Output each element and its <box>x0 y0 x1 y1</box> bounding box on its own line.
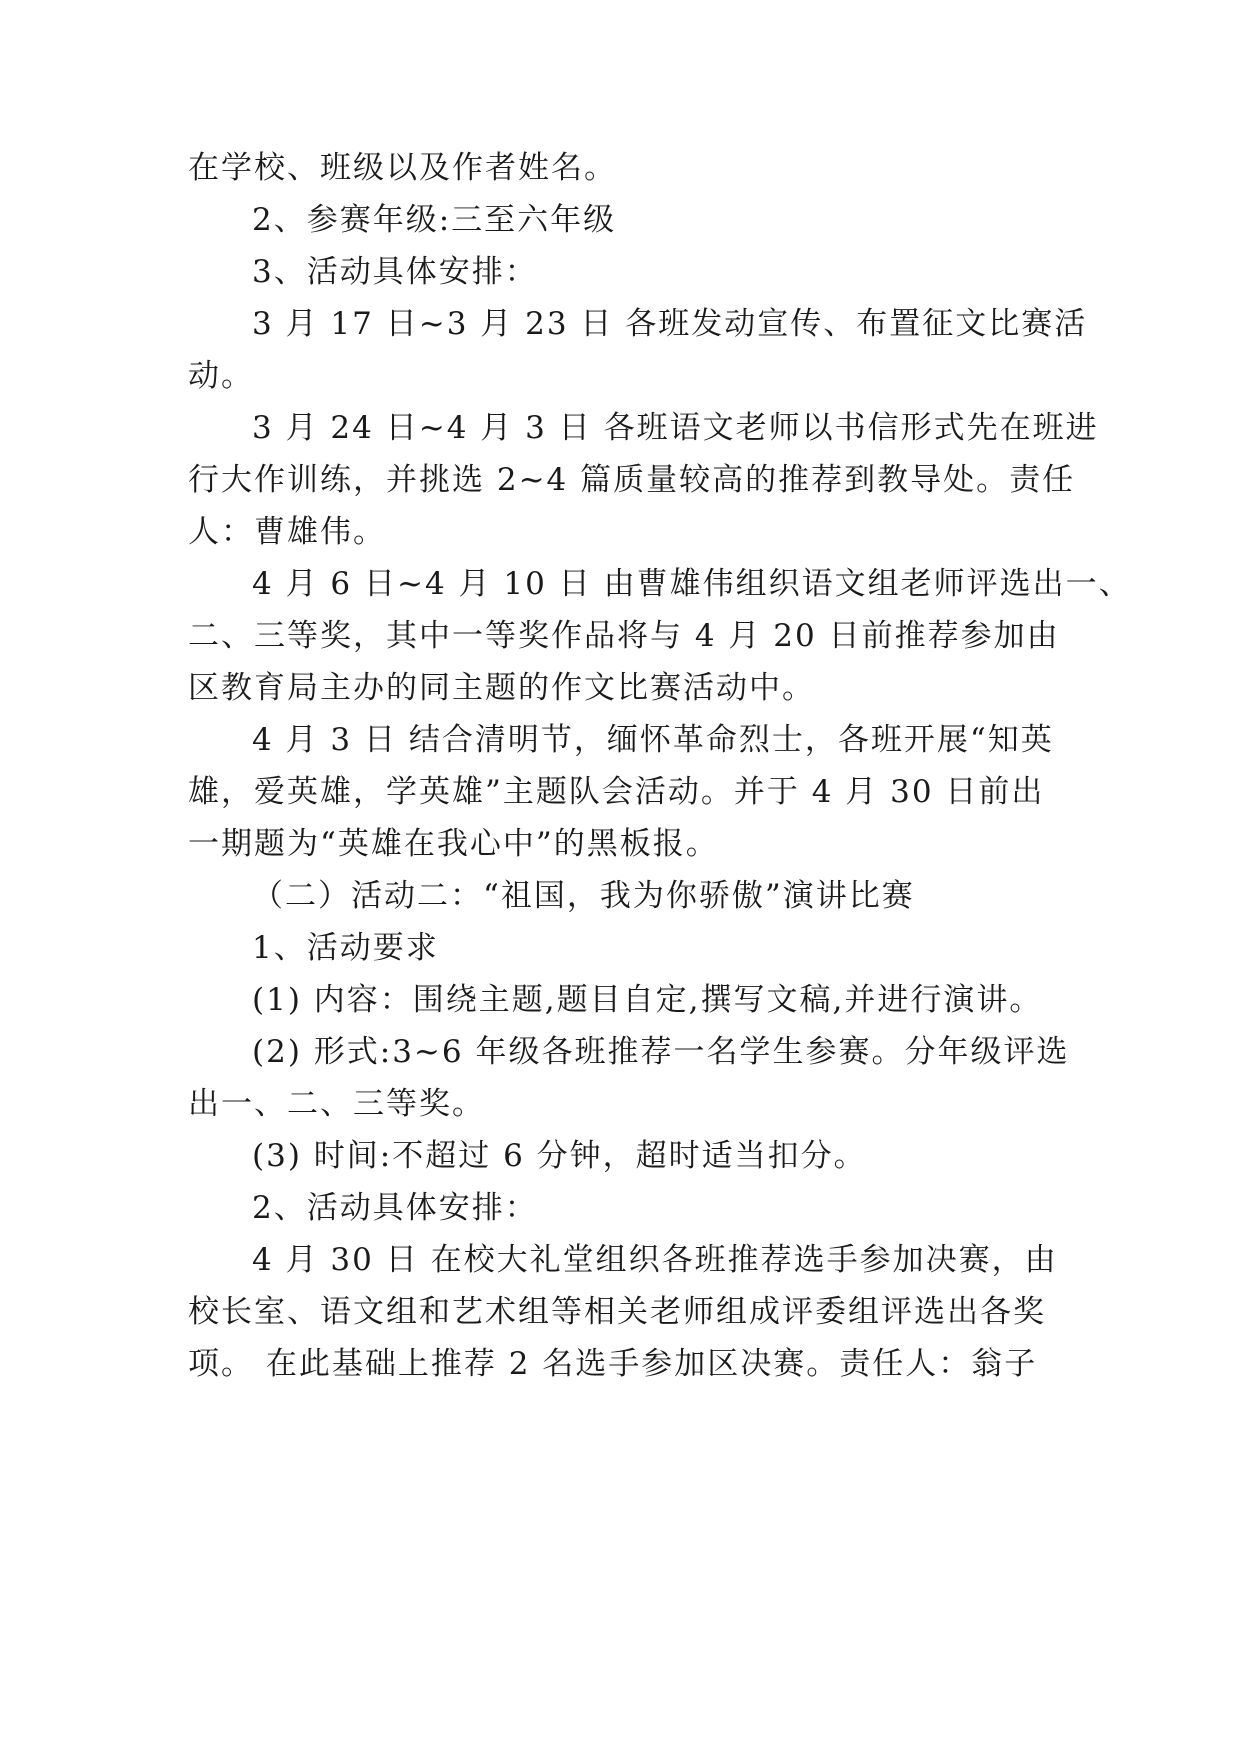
text-line: 人：曹雄伟。 <box>188 514 386 550</box>
text-line: 雄，爱英雄，学英雄”主题队会活动。并于 4 月 30 日前出 <box>188 774 1045 810</box>
subsection-heading: 2、活动具体安排： <box>252 1190 538 1226</box>
text-line: 项。 在此基础上推荐 2 名选手参加区决赛。责任人：翁子 <box>188 1346 1038 1382</box>
text-line: 2、参赛年级:三至六年级 <box>252 202 617 238</box>
text-line: 出一、二、三等奖。 <box>188 1086 485 1122</box>
text-line: 3 月 24 日~4 月 3 日 各班语文老师以书信形式先在班进 <box>252 410 1099 446</box>
text-line: 区教育局主办的同主题的作文比赛活动中。 <box>188 670 815 706</box>
text-line: (2) 形式:3~6 年级各班推荐一名学生参赛。分年级评选 <box>252 1034 1070 1070</box>
text-line: 3、活动具体安排： <box>252 254 538 290</box>
text-line: 动。 <box>188 358 254 394</box>
text-line: 3 月 17 日~3 月 23 日 各班发动宣传、布置征文比赛活 <box>252 306 1088 342</box>
text-line: 校长室、语文组和艺术组等相关老师组成评委组评选出各奖 <box>188 1294 1046 1330</box>
text-line: (1) 内容：围绕主题,题目自定,撰写文稿,并进行演讲。 <box>252 982 1043 1018</box>
text-line: 在学校、班级以及作者姓名。 <box>188 150 617 186</box>
text-line: (3) 时间:不超过 6 分钟，超时适当扣分。 <box>252 1138 867 1174</box>
subsection-heading: 1、活动要求 <box>252 930 439 966</box>
text-line: 4 月 30 日 在校大礼堂组织各班推荐选手参加决赛，由 <box>252 1242 1058 1278</box>
text-line: 4 月 3 日 结合清明节，缅怀革命烈士，各班开展“知英 <box>252 722 1054 758</box>
text-line: 二、三等奖，其中一等奖作品将与 4 月 20 日前推荐参加由 <box>188 618 1060 654</box>
text-line: 行大作训练，并挑选 2~4 篇质量较高的推荐到教导处。责任 <box>188 462 1076 498</box>
text-line: 一期题为“英雄在我心中”的黑板报。 <box>188 826 719 862</box>
text-line: 4 月 6 日~4 月 10 日 由曹雄伟组织语文组老师评选出一、 <box>252 566 1132 602</box>
section-heading: （二）活动二：“祖国，我为你骄傲”演讲比赛 <box>252 878 915 914</box>
